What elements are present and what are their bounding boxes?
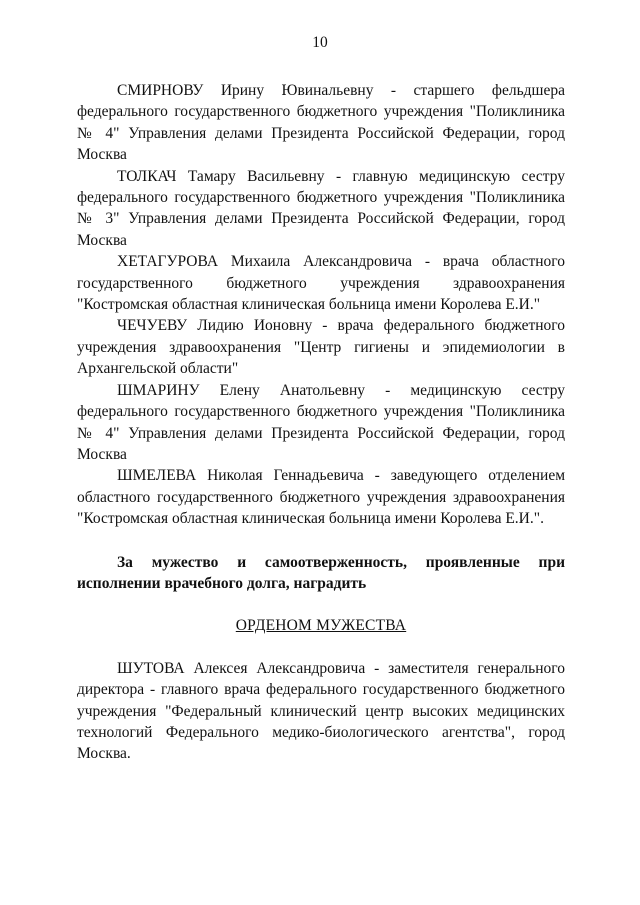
entry-text: - медицинскую сестру федерального государственного бюджетного учреждения "Поликлиника № 4" Управления делами Президента Российской Федерации, город Москва xyxy=(77,381,565,463)
recipient-paragraph xyxy=(77,658,565,765)
page-number: 10 xyxy=(312,34,328,51)
award-heading: За мужество и самоотверженность, проявленные при исполнении врачебного долга, наградить xyxy=(77,553,565,592)
entry-name: ХЕТАГУРОВА Михаила Александровича xyxy=(117,253,413,271)
entry-text: - врача федерального бюджетного учреждения здравоохранения "Центр гигиены и эпидемиологии в Архангельской области" xyxy=(77,317,565,378)
entry-name: ЧЕЧУЕВУ Лидию Ионовну xyxy=(117,317,313,335)
entry-name: ТОЛКАЧ Тамару Васильевну xyxy=(117,167,325,185)
entry-name: ШМЕЛЕВА Николая Геннадьевича xyxy=(117,467,364,485)
entry-name: СМИРНОВУ Ирину Ювинальевну xyxy=(117,82,374,99)
entry-paragraph xyxy=(77,380,565,466)
entry-text: - главную медицинскую сестру федерального государственного бюджетного учреждения "Поликлиника № 3" Управления делами Президента Российской Федерации, город Москва xyxy=(77,167,565,249)
entry-text: - заведующего отделением областного государственного бюджетного учреждения здравоохранения "Костромская областная клиническая больница имени Королева Е.И.". xyxy=(77,467,566,528)
document-body xyxy=(77,80,565,765)
entry-text: - старшего фельдшера федерального государственного бюджетного учреждения "Поликлиника № 4" Управления делами Президента Российской Федерации, город Москва xyxy=(77,82,565,164)
order-title: ОРДЕНОМ МУЖЕСТВА xyxy=(235,617,407,635)
entry-paragraph xyxy=(77,315,565,379)
entry-text: - врача областного государственного бюджетного учреждения здравоохранения "Костромская областная клиническая больница имени Королева Е.И." xyxy=(77,253,565,314)
entry-paragraph xyxy=(77,80,565,166)
entry-paragraph xyxy=(77,251,565,315)
entry-paragraph xyxy=(77,166,565,252)
recipient-name: ШУТОВА Алексея Александровича xyxy=(117,659,366,677)
entry-name: ШМАРИНУ Елену Анатольевну xyxy=(117,381,366,399)
recipient-text: - заместителя генерального директора - главного врача федерального государственного бюджетного учреждения "Федеральный клинический центр высоких медицинских технологий Федерального медико-биологического агентства", город Москва. xyxy=(77,659,565,763)
entry-paragraph xyxy=(77,465,565,529)
